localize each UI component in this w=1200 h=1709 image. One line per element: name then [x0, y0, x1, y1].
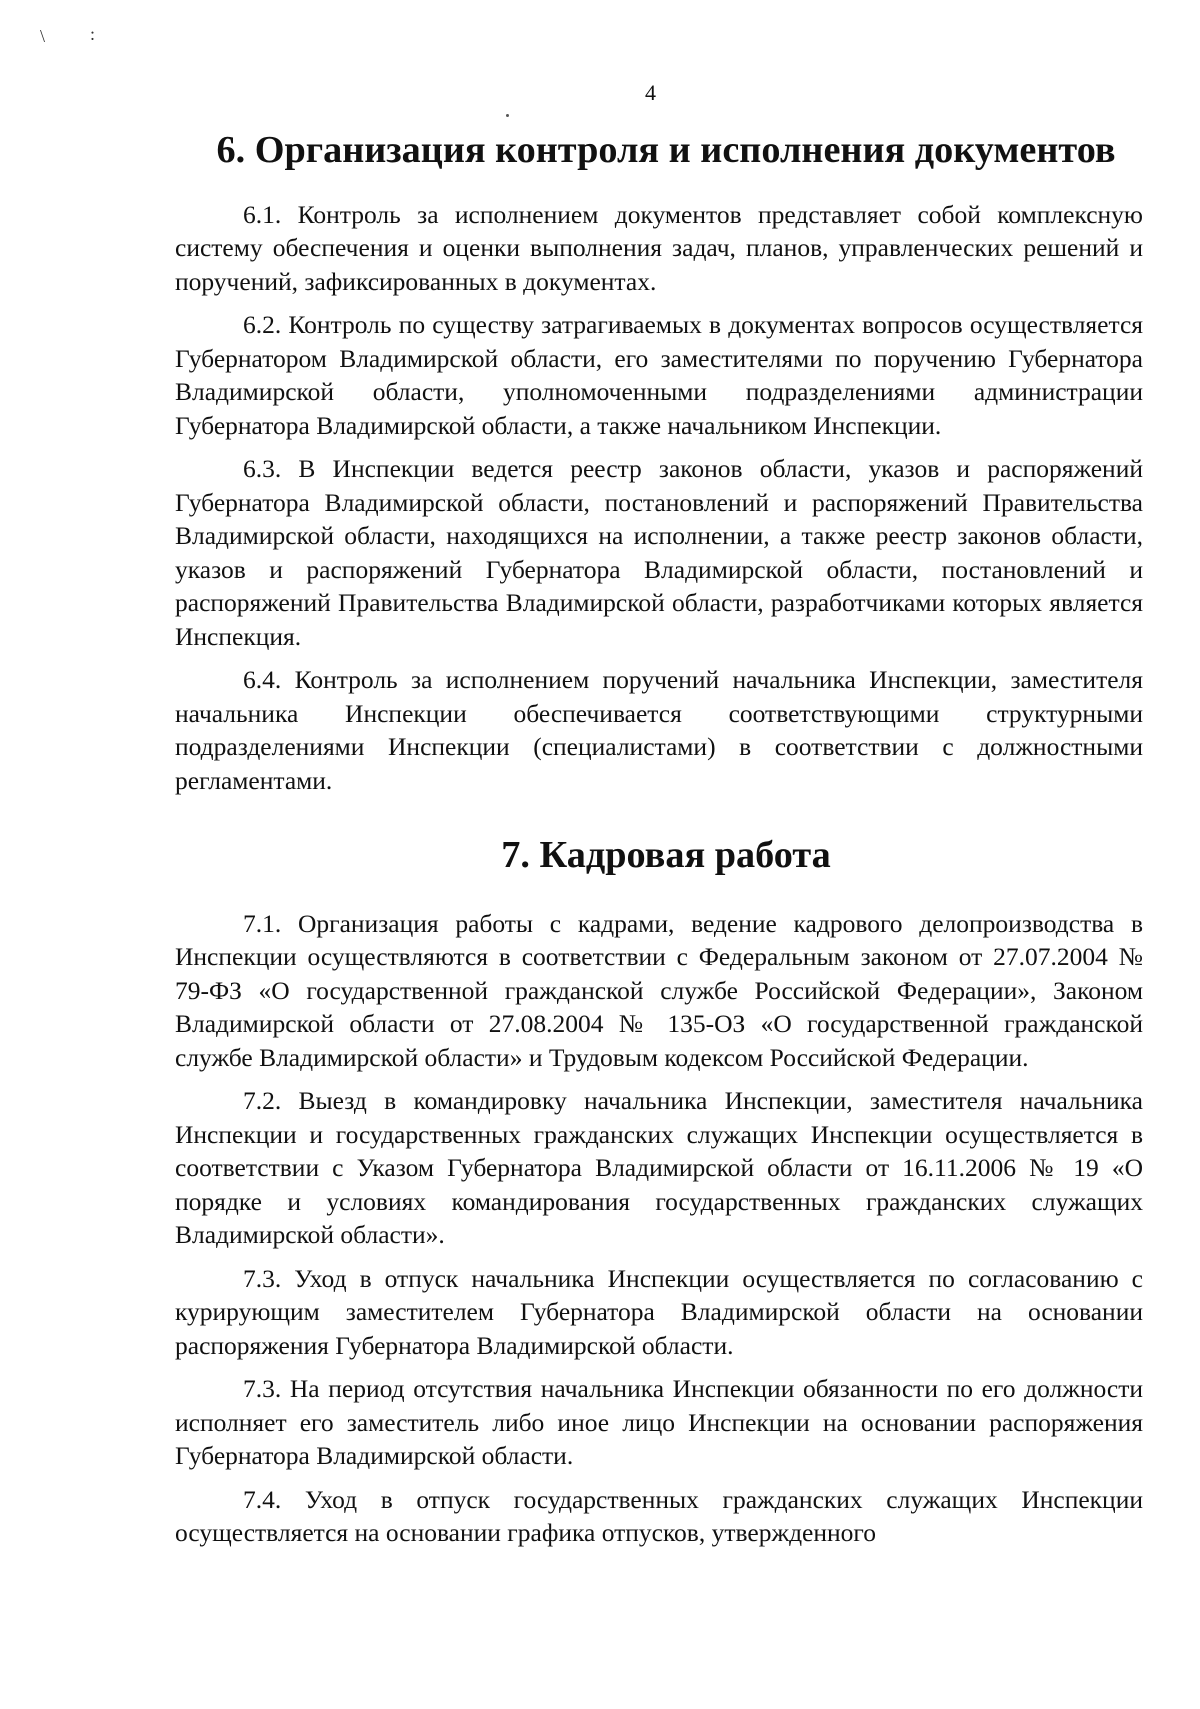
section-7-heading: 7. Кадровая работа [501, 834, 831, 876]
document-body [175, 129, 1143, 1560]
page-number: 4 [645, 80, 656, 105]
paragraph-7-2: 7.2. Выезд в командировку начальника Инспекции, заместителя начальника Инспекции и государственных гражданских служащих Инспекции осуществляется в соответствии с Указом Губернатора Владимирской области от 16.11.2006 № 19 «О порядке и условиях командирования государственных гражданских служащих Владимирской области». [175, 1086, 1143, 1249]
paragraph-7-3: 7.3. Уход в отпуск начальника Инспекции осуществляется по согласованию с курирующим заместителем Губернатора Владимирской области на основании распоряжения Губернатора Владимирской области. [175, 1263, 1143, 1360]
section-6-heading: 6. Организация контроля и исполнения документов [216, 129, 1116, 171]
scan-artifact-dot [506, 114, 509, 117]
section-6-paragraphs [175, 198, 1143, 798]
paragraph-7-3-second: 7.3. На период отсутствия начальника Инспекции обязанности по его должности исполняет его заместитель либо иное лицо Инспекции на основании распоряжения Губернатора Владимирской области. [175, 1374, 1143, 1470]
scan-artifact-mark: \ [40, 26, 46, 46]
paragraph-6-3: 6.3. В Инспекции ведется реестр законов области, указов и распоряжений Губернатора Владимирской области, постановлений и распоряжений Правительства Владимирской области, находящихся на исполнении, а также реестр законов области, указов и распоряжений Губернатора Владимирской области, постановлений и распоряжений Правительства Владимирской области, разработчиками которых является Инспекция. [175, 454, 1143, 651]
paragraph-6-2: 6.2. Контроль по существу затрагиваемых в документах вопросов осуществляется Губернатором Владимирской области, его заместителями по поручению Губернатора Владимирской области, уполномоченными подразделениями администрации Губернатора Владимирской области, а также начальником Инспекции. [175, 310, 1143, 440]
paragraph-6-1: 6.1. Контроль за исполнением документов представляет собой комплексную систему обеспечения и оценки выполнения задач, планов, управленческих решений и поручений, зафиксированных в документах. [175, 199, 1143, 296]
scan-artifact-mark: : [90, 24, 96, 44]
paragraph-6-4: 6.4. Контроль за исполнением поручений начальника Инспекции, заместителя начальника Инспекции обеспечивается соответствующими структурными подразделениями Инспекции (специалистами) в соответствии с должностными регламентами. [175, 665, 1143, 795]
section-7-paragraphs [175, 907, 1143, 1550]
paragraph-7-1: 7.1. Организация работы с кадрами, ведение кадрового делопроизводства в Инспекции осуществляются в соответствии с Федеральным законом от 27.07.2004 № 79-ФЗ «О государственной гражданской службе Российской Федерации», Законом Владимирской области от 27.08.2004 № 135-ОЗ «О государственной гражданской службе Владимирской области» и Трудовым кодексом Российской Федерации. [175, 908, 1143, 1072]
paragraph-7-4: 7.4. Уход в отпуск государственных гражданских служащих Инспекции осуществляется на основании графика отпусков, утвержденного [175, 1484, 1143, 1547]
